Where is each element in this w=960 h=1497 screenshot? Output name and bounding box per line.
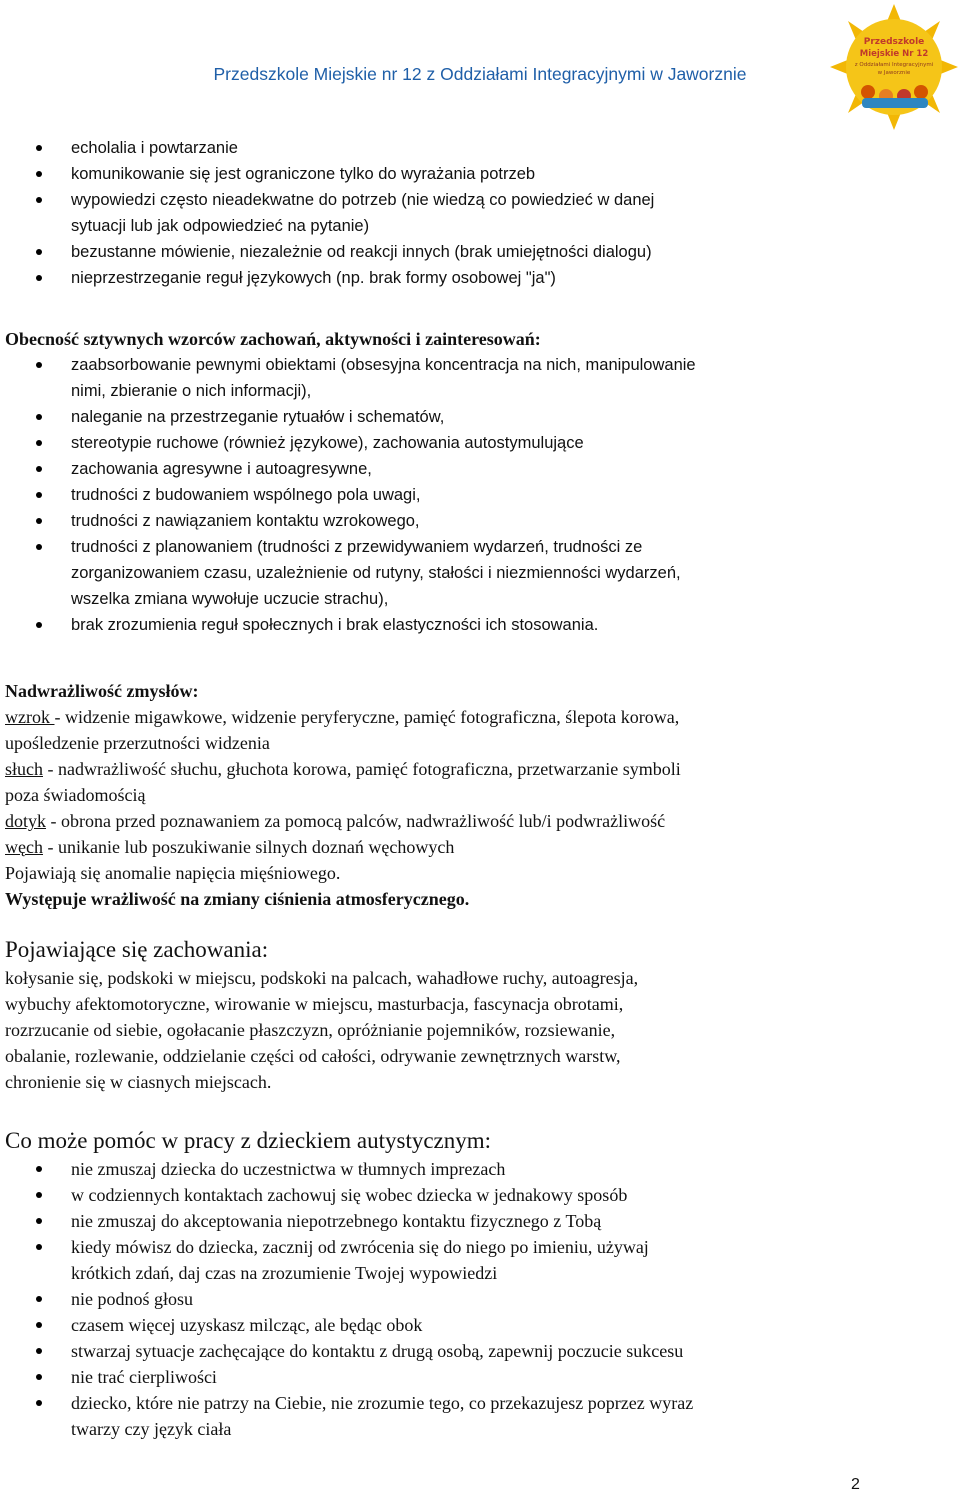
list-item: stereotypie ruchowe (również językowe), zachowania autostymulujące [5,430,953,456]
sense-line-wech: węch - unikanie lub poszukiwanie silnych doznań węchowych [5,837,455,857]
list-item: stwarzaj sytuacje zachęcające do kontaktu z drugą osobą, zapewnij poczucie sukcesu [5,1338,953,1364]
senses-section [5,678,953,912]
list-item: nie trać cierpliwości [5,1364,953,1390]
sense-line-sluch-cont: poza świadomością [5,785,146,805]
list-item: nie zmuszaj dziecka do uczestnictwa w tłumnych imprezach [5,1156,953,1182]
rigid-patterns-list [5,352,953,638]
list-item: komunikowanie się jest ograniczone tylko do wyrażania potrzeb [5,161,953,187]
svg-text:z Oddziałami Integracyjnymi: z Oddziałami Integracyjnymi [854,62,934,68]
list-item: dziecko, które nie patrzy na Ciebie, nie zrozumie tego, co przekazujesz poprzez wyraz twarzy czy język ciała [5,1390,953,1442]
list-item: nie zmuszaj do akceptowania niepotrzebnego kontaktu fizycznego z Tobą [5,1208,953,1234]
section-heading: Nadwrażliwość zmysłów: [5,681,199,701]
list-item: zaabsorbowanie pewnymi obiektami (obsesyjna koncentracja na nich, manipulowanie nimi, zbieranie o nich informacji), [5,352,953,404]
list-item: brak zrozumienia reguł społecznych i brak elastyczności ich stosowania. [5,612,953,638]
sense-line-sluch: słuch - nadwrażliwość słuchu, głuchota korowa, pamięć fotograficzna, przetwarzanie symboli [5,759,681,779]
list-item: trudności z planowaniem (trudności z przewidywaniem wydarzeń, trudności ze zorganizowaniem czasu, uzależnienie od rutyny, stałości i niezmienności wydarzeń, wszelka zmiana wywołuje uczucie strachu), [5,534,953,612]
term-sluch: słuch [5,759,43,779]
svg-text:w Jaworznie: w Jaworznie [877,70,911,76]
list-item: kiedy mówisz do dziecka, zacznij od zwrócenia się do niego po imieniu, używaj krótkich zdań, daj czas na zrozumienie Twojej wypowiedzi [5,1234,953,1286]
paragraph-line: chronienie się w ciasnych miejscach. [5,1072,272,1092]
help-tips-section [5,1126,953,1442]
list-item: naleganie na przestrzeganie rytuałów i schematów, [5,404,953,430]
term-wzrok: wzrok [5,707,55,727]
section-heading: Pojawiające się zachowania: [5,937,269,962]
page-number: 2 [851,1476,860,1493]
paragraph-line: kołysanie się, podskoki w miejscu, podskoki na palcach, wahadłowe ruchy, autoagresja, [5,968,639,988]
list-item: nieprzestrzeganie reguł językowych (np. brak formy osobowej "ja") [5,265,953,291]
term-dotyk: dotyk [5,811,47,831]
list-item: w codziennych kontaktach zachowuj się wobec dziecka w jednakowy sposób [5,1182,953,1208]
sense-line-wzrok-cont: upośledzenie przerzutności widzenia [5,733,270,753]
list-item: trudności z nawiązaniem kontaktu wzrokowego, [5,508,953,534]
behaviors-section [5,935,953,1095]
page-header-title: Przedszkole Miejskie nr 12 z Oddziałami Integracyjnymi w Jaworznie [213,64,747,84]
paragraph-line: obalanie, rozlewanie, oddzielanie części od całości, odrywanie zewnętrznych warstw, [5,1046,621,1066]
muscle-tension-line: Pojawiają się anomalie napięcia mięśniowego. [5,863,341,883]
communication-list [5,135,953,291]
section-heading: Obecność sztywnych wzorców zachowań, aktywności i zainteresowań: [5,329,541,349]
svg-text:Przedszkole: Przedszkole [863,37,925,47]
communication-list-section [5,135,953,291]
kindergarten-logo [828,2,960,132]
list-item: trudności z budowaniem wspólnego pola uwagi, [5,482,953,508]
paragraph-line: wybuchy afektomotoryczne, wirowanie w miejscu, masturbacja, fascynacja obrotami, [5,994,624,1014]
rigid-patterns-section [5,326,953,638]
list-item: wypowiedzi często nieadekwatne do potrzeb (nie wiedzą co powiedzieć w danej sytuacji lub jak odpowiedzieć na pytanie) [5,187,953,239]
paragraph-line: rozrzucanie od siebie, ogołacanie płaszczyzn, opróżnianie pojemników, rozsiewanie, [5,1020,616,1040]
list-item: nie podnoś głosu [5,1286,953,1312]
svg-text:Miejskie Nr 12: Miejskie Nr 12 [859,49,929,59]
pressure-sensitivity-line: Występuje wrażliwość na zmiany ciśnienia atmosferycznego. [5,889,470,909]
term-wech: węch [5,837,43,857]
help-tips-list [5,1156,953,1442]
list-item: czasem więcej uzyskasz milcząc, ale będąc obok [5,1312,953,1338]
list-item: echolalia i powtarzanie [5,135,953,161]
list-item: zachowania agresywne i autoagresywne, [5,456,953,482]
sense-line-dotyk: dotyk - obrona przed poznawaniem za pomocą palców, nadwrażliwość lub/i podwrażliwość [5,811,666,831]
sense-line-wzrok: wzrok - widzenie migawkowe, widzenie peryferyczne, pamięć fotograficzna, ślepota korowa, [5,707,680,727]
section-heading: Co może pomóc w pracy z dzieckiem autystycznym: [5,1128,492,1153]
list-item: bezustanne mówienie, niezależnie od reakcji innych (brak umiejętności dialogu) [5,239,953,265]
